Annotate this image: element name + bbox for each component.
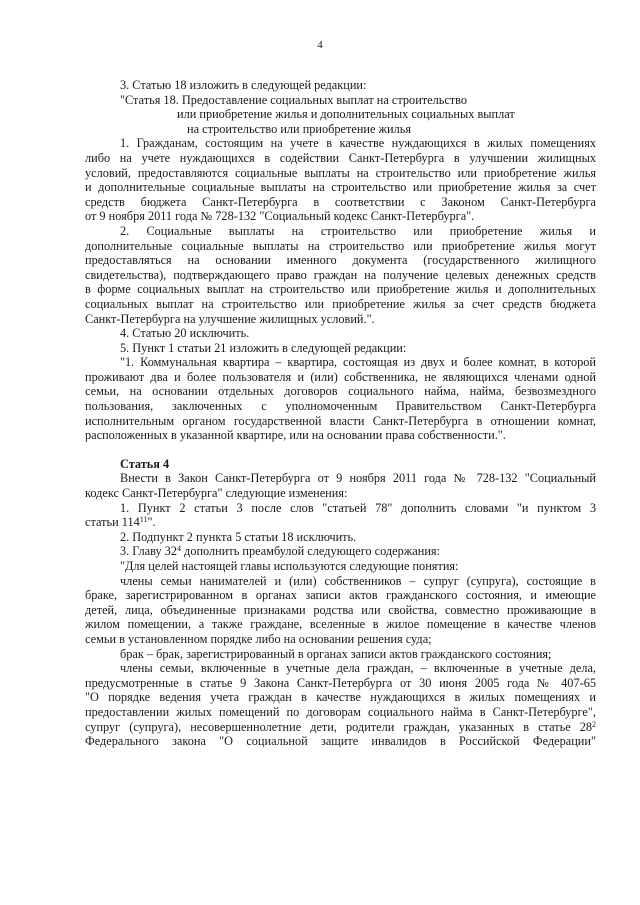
text-line: [85, 414, 596, 429]
line-text: свидетельства), подтверждающего право граждан на получение целевых денежных средств: [85, 267, 596, 282]
superscript: 11: [139, 515, 148, 525]
line-text: в форме социальных выплат на строительство или приобретение жилья и дополнительных: [85, 282, 596, 297]
line-text: "Для целей настоящей главы используются следующие понятия:: [120, 559, 459, 573]
text-line: [85, 341, 596, 356]
text-line: [85, 530, 596, 545]
text-line: [85, 559, 596, 574]
line-text: дополнительные социальные выплаты на строительство или приобретение жилья могут: [85, 238, 596, 253]
line-text: "Статья 18. Предоставление социальных выплат на строительство: [120, 92, 468, 107]
line-text: проживают два и более пользователя и (или) собственника, не являющихся членами одной: [85, 369, 596, 384]
line-text: кодекс Санкт-Петербурга" следующие изменения:: [85, 486, 348, 501]
article-heading: [85, 457, 596, 472]
line-text: 1. Гражданам, состоящим на учете в качестве нуждающихся в жилых помещениях: [120, 136, 596, 151]
text-line: [85, 180, 596, 195]
line-text: 3. Главу 32: [120, 544, 177, 559]
line-text: брак – брак, зарегистрированный в органах записи актов гражданского состояния;: [120, 646, 552, 661]
line-text-tail: ".: [147, 515, 156, 530]
text-line: [85, 297, 596, 312]
text-line: [85, 734, 596, 749]
line-text-tail: дополнить преамбулой следующего содержания:: [180, 544, 440, 559]
text-line: [85, 122, 596, 137]
text-line: [85, 107, 596, 122]
line-text: браке, зарегистрированном в органах записи актов гражданского состояния, и имеющие: [85, 588, 596, 603]
text-line: [85, 501, 596, 516]
line-text: Статья 4: [120, 456, 170, 471]
line-text: члены семьи нанимателей и (или) собственников – супруг (супруга), состоящие в: [120, 573, 596, 588]
line-text: Внести в Закон Санкт-Петербурга от 9 ноября 2011 года № 728-132 "Социальный: [120, 471, 596, 486]
text-line: [85, 136, 596, 151]
line-text: или приобретение жилья и дополнительных социальных выплат: [177, 107, 515, 122]
text-line: [85, 370, 596, 385]
line-text: предусмотренные в статье 9 Закона Санкт-Петербурга от 30 июня 2005 года № 407-65: [85, 675, 596, 690]
line-text: условий, предоставляются социальные выплаты на строительство или приобретение жилья: [85, 165, 596, 180]
text-line: [85, 151, 596, 166]
text-line: [85, 574, 596, 589]
line-text: от 9 ноября 2011 года № 728-132 "Социальный кодекс Санкт-Петербурга".: [85, 209, 475, 224]
line-text: либо на учете нуждающихся в содействии Санкт-Петербурга в улучшении жилищных: [85, 150, 596, 165]
text-line: [85, 544, 596, 559]
text-line: [85, 603, 596, 618]
text-line: [85, 282, 596, 297]
line-text: предоставлении жилых помещений по договорам социального найма в Санкт-Петербурге",: [85, 704, 596, 719]
line-text: жилом помещении, а также граждане, вселенные в жилое помещение в качестве членов: [85, 617, 596, 632]
line-text: пользования, заключенных с уполномоченным Правительством Санкт-Петербурга: [85, 399, 596, 414]
line-text: детей, лица, объединенные признаками родства или свойства, совместно проживающие в: [85, 602, 596, 617]
text-line: [85, 647, 596, 662]
line-text: "1. Коммунальная квартира – квартира, состоящая из двух и более комнат, в которой: [120, 355, 596, 370]
text-line: [85, 93, 596, 108]
line-text: 4. Статью 20 исключить.: [120, 326, 250, 341]
text-line: [85, 384, 596, 399]
line-text: 5. Пункт 1 статьи 21 изложить в следующей редакции:: [120, 340, 407, 355]
text-line: [85, 676, 596, 691]
text-line: [85, 224, 596, 239]
text-line: [85, 195, 596, 210]
blank-line: [85, 443, 596, 457]
text-line: [85, 209, 596, 224]
line-text: социальных выплат на строительство или приобретение жилья за счет средств бюджета: [85, 296, 596, 311]
text-line: [85, 617, 596, 632]
text-line: [85, 428, 596, 443]
text-line: [85, 399, 596, 414]
line-text: Санкт-Петербурга на улучшение жилищных условий.".: [85, 311, 375, 326]
text-line: [85, 78, 596, 93]
page-number: 4: [317, 39, 323, 51]
line-text: предоставляться на основании именного документа (государственного жилищного: [85, 253, 596, 268]
line-text: члены семьи, включенные в учетные дела граждан, – включенные в учетные дела,: [120, 661, 596, 676]
superscript: 2: [592, 719, 596, 729]
line-text: 3. Статью 18 изложить в следующей редакции:: [120, 78, 367, 92]
line-text: "О порядке ведения учета граждан в качестве нуждающихся в жилых помещениях и: [85, 690, 596, 705]
text-line: [85, 268, 596, 283]
line-text: семьи в установленном порядке либо на основании решения суда;: [85, 631, 432, 646]
text-line: [85, 326, 596, 341]
line-text: Федерального закона "О социальной защите инвалидов в Российской Федерации": [85, 734, 596, 749]
text-line: [85, 690, 596, 705]
text-line: [85, 720, 596, 735]
line-text: средств бюджета Санкт-Петербурга в соответствии с Законом Санкт-Петербурга: [85, 194, 596, 209]
text-line: [85, 355, 596, 370]
superscript: 4: [176, 544, 181, 554]
line-text: 1. Пункт 2 статьи 3 после слов "статьей 78" дополнить словами "и пунктом 3: [120, 500, 596, 515]
text-line: [85, 486, 596, 501]
line-text: статьи 114: [85, 515, 140, 530]
text-line: [85, 253, 596, 268]
text-line: [85, 239, 596, 254]
text-line: [85, 312, 596, 327]
line-text: 2. Социальные выплаты на строительство или приобретение жилья и: [120, 223, 596, 238]
text-line: [85, 471, 596, 486]
text-line: [85, 632, 596, 647]
document-body: [85, 78, 596, 749]
text-line: [85, 166, 596, 181]
text-line: [85, 705, 596, 720]
text-line: [85, 588, 596, 603]
line-text: на строительство или приобретение жилья: [187, 121, 412, 136]
line-text: исполнительным органом государственной власти Санкт-Петербурга в отношении комнат,: [85, 413, 596, 428]
line-text: семьи, на основании отдельных договоров социального найма, найма, безвозмездного: [85, 384, 596, 399]
line-text: расположенных в указанной квартире, или на основании права собственности.".: [85, 428, 506, 443]
line-text: 2. Подпункт 2 пункта 5 статьи 18 исключить.: [120, 529, 357, 544]
text-line: [85, 515, 596, 530]
text-line: [85, 661, 596, 676]
line-text: супруг (супруга), несовершеннолетние дети, родители граждан, указанных в статье 28: [85, 719, 592, 734]
line-text: и дополнительные социальные выплаты на строительство или приобретение жилья за счет: [85, 180, 596, 195]
